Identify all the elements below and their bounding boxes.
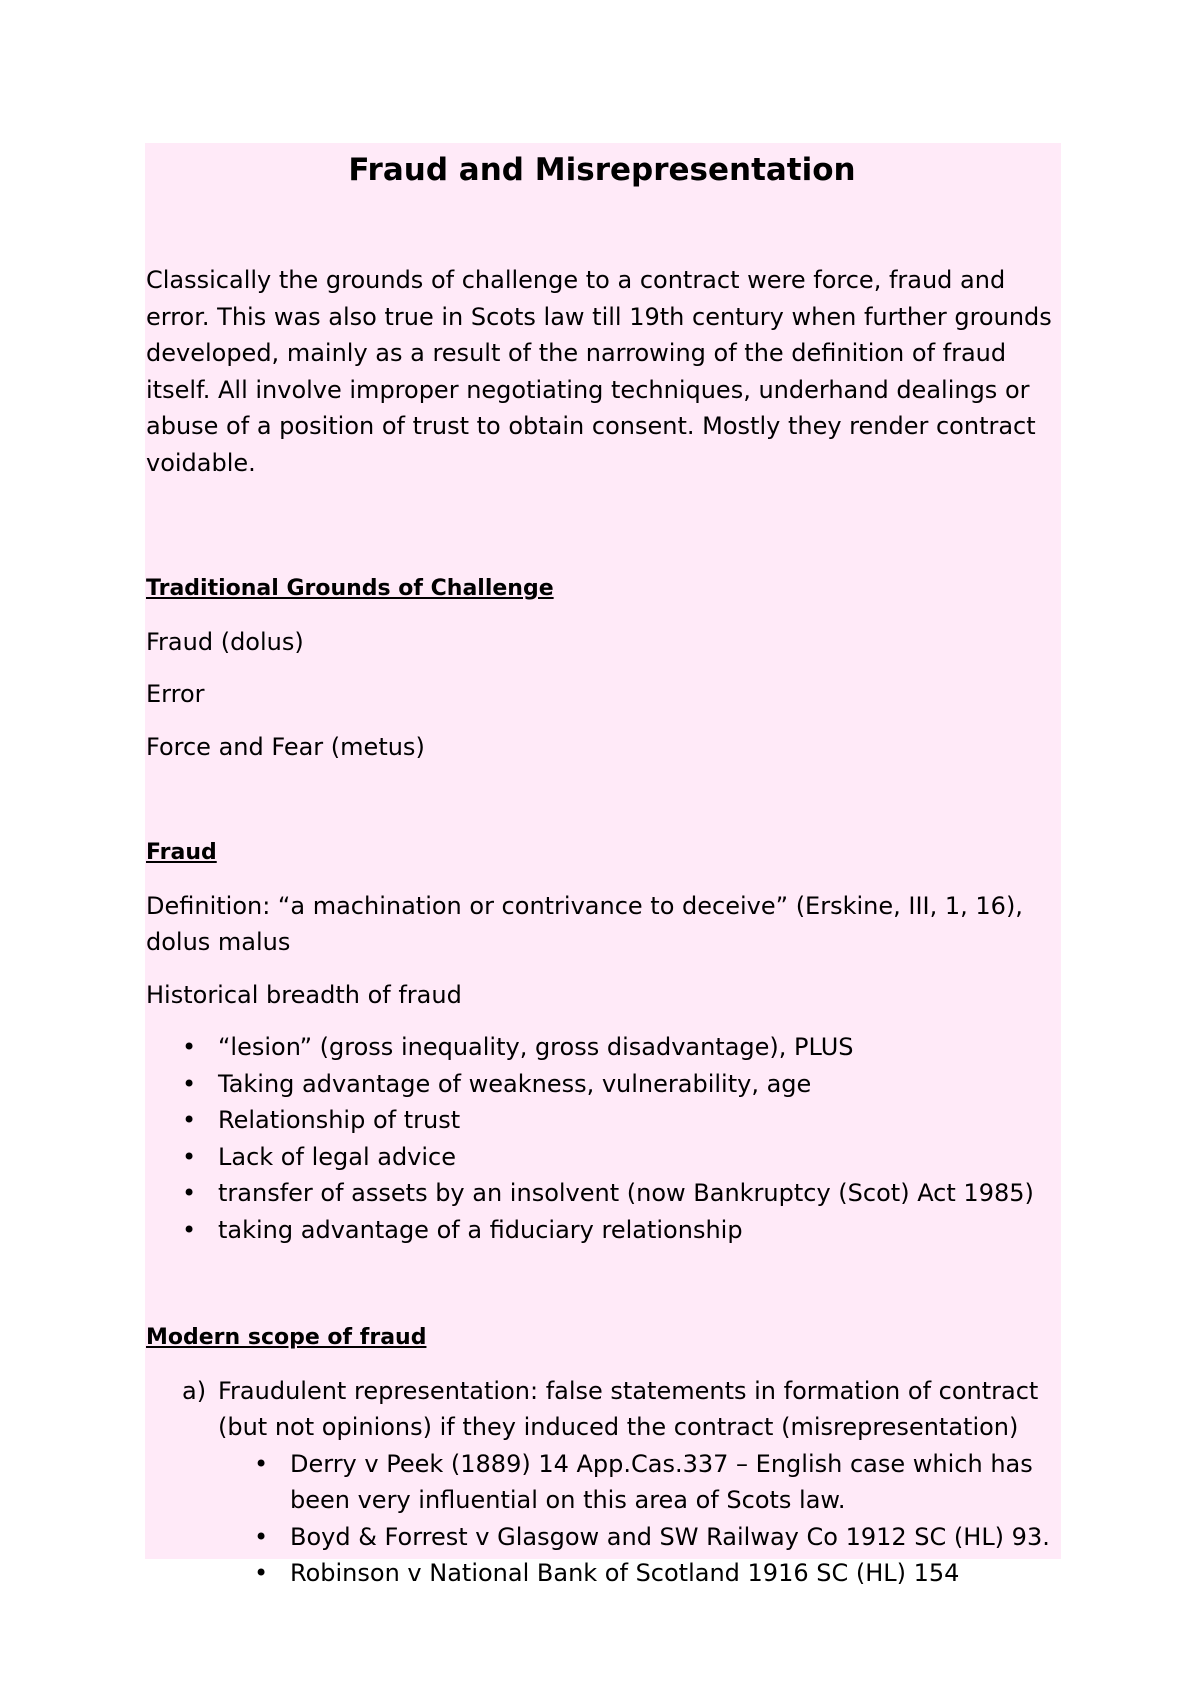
document-title: Fraud and Misrepresentation (348, 152, 856, 188)
modern-scope-heading: Modern scope of fraud (146, 1325, 427, 1350)
case-item: • Robinson v National Bank of Scotland 1916 SC (HL) 154 (218, 1555, 1058, 1592)
historical-breadth-list (146, 1029, 1058, 1248)
document-content (146, 150, 1058, 1592)
intro-paragraph: Classically the grounds of challenge to a contract were force, fraud and error. This was also true in Scots law till 19th century when further grounds developed, mainly as a result of the narrowing of the definition of fraud itself. All involve improper negotiating techniques, underhand dealings or abuse of a position of trust to obtain consent. Mostly they render contract voidable. (146, 266, 1052, 477)
list-item (146, 1373, 1058, 1592)
traditional-ground-item: Error (146, 680, 205, 708)
case-item: • Boyd & Forrest v Glasgow and SW Railway Co 1912 SC (HL) 93. (218, 1519, 1058, 1556)
traditional-ground-item: Fraud (dolus) (146, 627, 304, 656)
list-item: • transfer of assets by an insolvent (now Bankruptcy (Scot) Act 1985) (146, 1175, 1058, 1212)
modern-scope-list (146, 1373, 1058, 1592)
list-item: • Taking advantage of weakness, vulnerability, age (146, 1066, 1058, 1103)
historical-breadth-label: Historical breadth of fraud (146, 980, 462, 1009)
list-marker: a) (182, 1376, 207, 1405)
fraud-definition: Definition: “a machination or contrivance to deceive” (Erskine, III, 1, 16), dolus malus (146, 891, 1023, 956)
fraud-heading: Fraud (146, 840, 217, 865)
list-item-text: Fraudulent representation: false statements in formation of contract (but not opinions) if they induced the contract (misrepresentation) (218, 1376, 1039, 1441)
case-item: • Derry v Peek (1889) 14 App.Cas.337 – English case which has been very influential on this area of Scots law. (218, 1446, 1058, 1519)
list-item: • Lack of legal advice (146, 1139, 1058, 1176)
case-list (218, 1446, 1058, 1592)
list-item: • “lesion” (gross inequality, gross disadvantage), PLUS (146, 1029, 1058, 1066)
list-item: • Relationship of trust (146, 1102, 1058, 1139)
traditional-grounds-heading: Traditional Grounds of Challenge (146, 576, 554, 601)
traditional-ground-item: Force and Fear (metus) (146, 732, 425, 761)
list-item: • taking advantage of a fiduciary relationship (146, 1212, 1058, 1249)
